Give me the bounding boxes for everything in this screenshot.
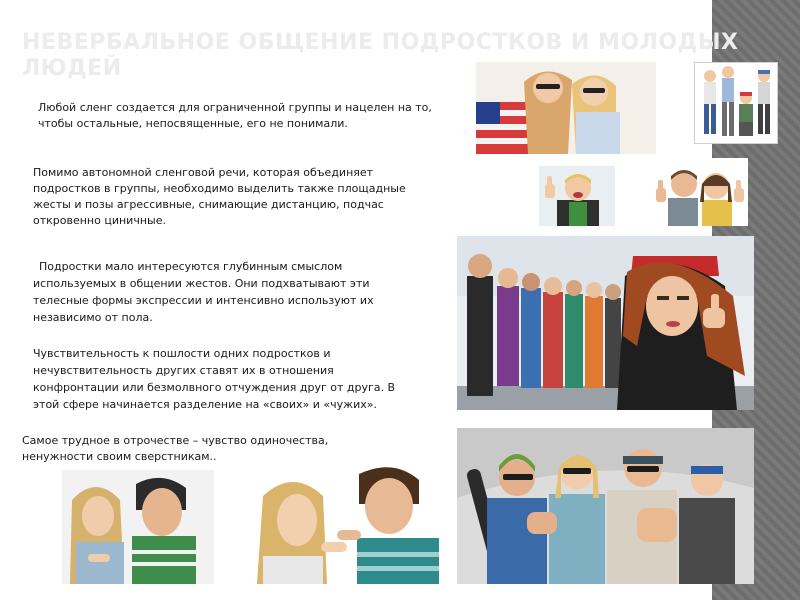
paragraph-meaning xyxy=(33,258,423,326)
photo-kids-thumbs-up xyxy=(652,158,748,226)
photo-teen-crowd xyxy=(457,236,754,410)
photo-skaters-gestures xyxy=(457,428,754,584)
paragraph-slang: Любой сленг создается для ограниченной группы и нацелен на то, чтобы остальные, непосвященные, его не понимали. xyxy=(38,101,432,130)
paragraph-sensitivity: Чувствительность к пошлости одних подростков и нечувствительность других ставят их в отношения конфронтации или безмолвного отчуждения друг от друга. В этой сфере начинается разделение на «своих» и «чужих». xyxy=(33,347,396,411)
paragraph-gestures: Помимо автономной сленговой речи, которая объединяет подростков в группы, необходимо выделить также площадные жесты и позы агрессивные, снимающие дистанцию, подчас откровенно циничные. xyxy=(33,166,406,227)
slide-title: НЕВЕРБАЛЬНОЕ ОБЩЕНИЕ ПОДРОСТКОВ И МОЛОДЫХ ЛЮДЕЙ xyxy=(22,30,739,81)
photo-couple-arguing xyxy=(253,460,439,584)
paragraph-meaning-text: Подростки мало интересуются глубинным смыслом используемых в общении жестов. Они подхватывают эти телесные формы экспрессии и интенсивно используют их независимо от пола. xyxy=(33,260,374,324)
photo-couple-turned-away xyxy=(62,470,214,584)
photo-boy-thumbs-up xyxy=(539,166,615,226)
paragraph-loneliness: Самое трудное в отрочестве – чувство одиночества, ненужности своим сверстникам.. xyxy=(22,434,329,463)
